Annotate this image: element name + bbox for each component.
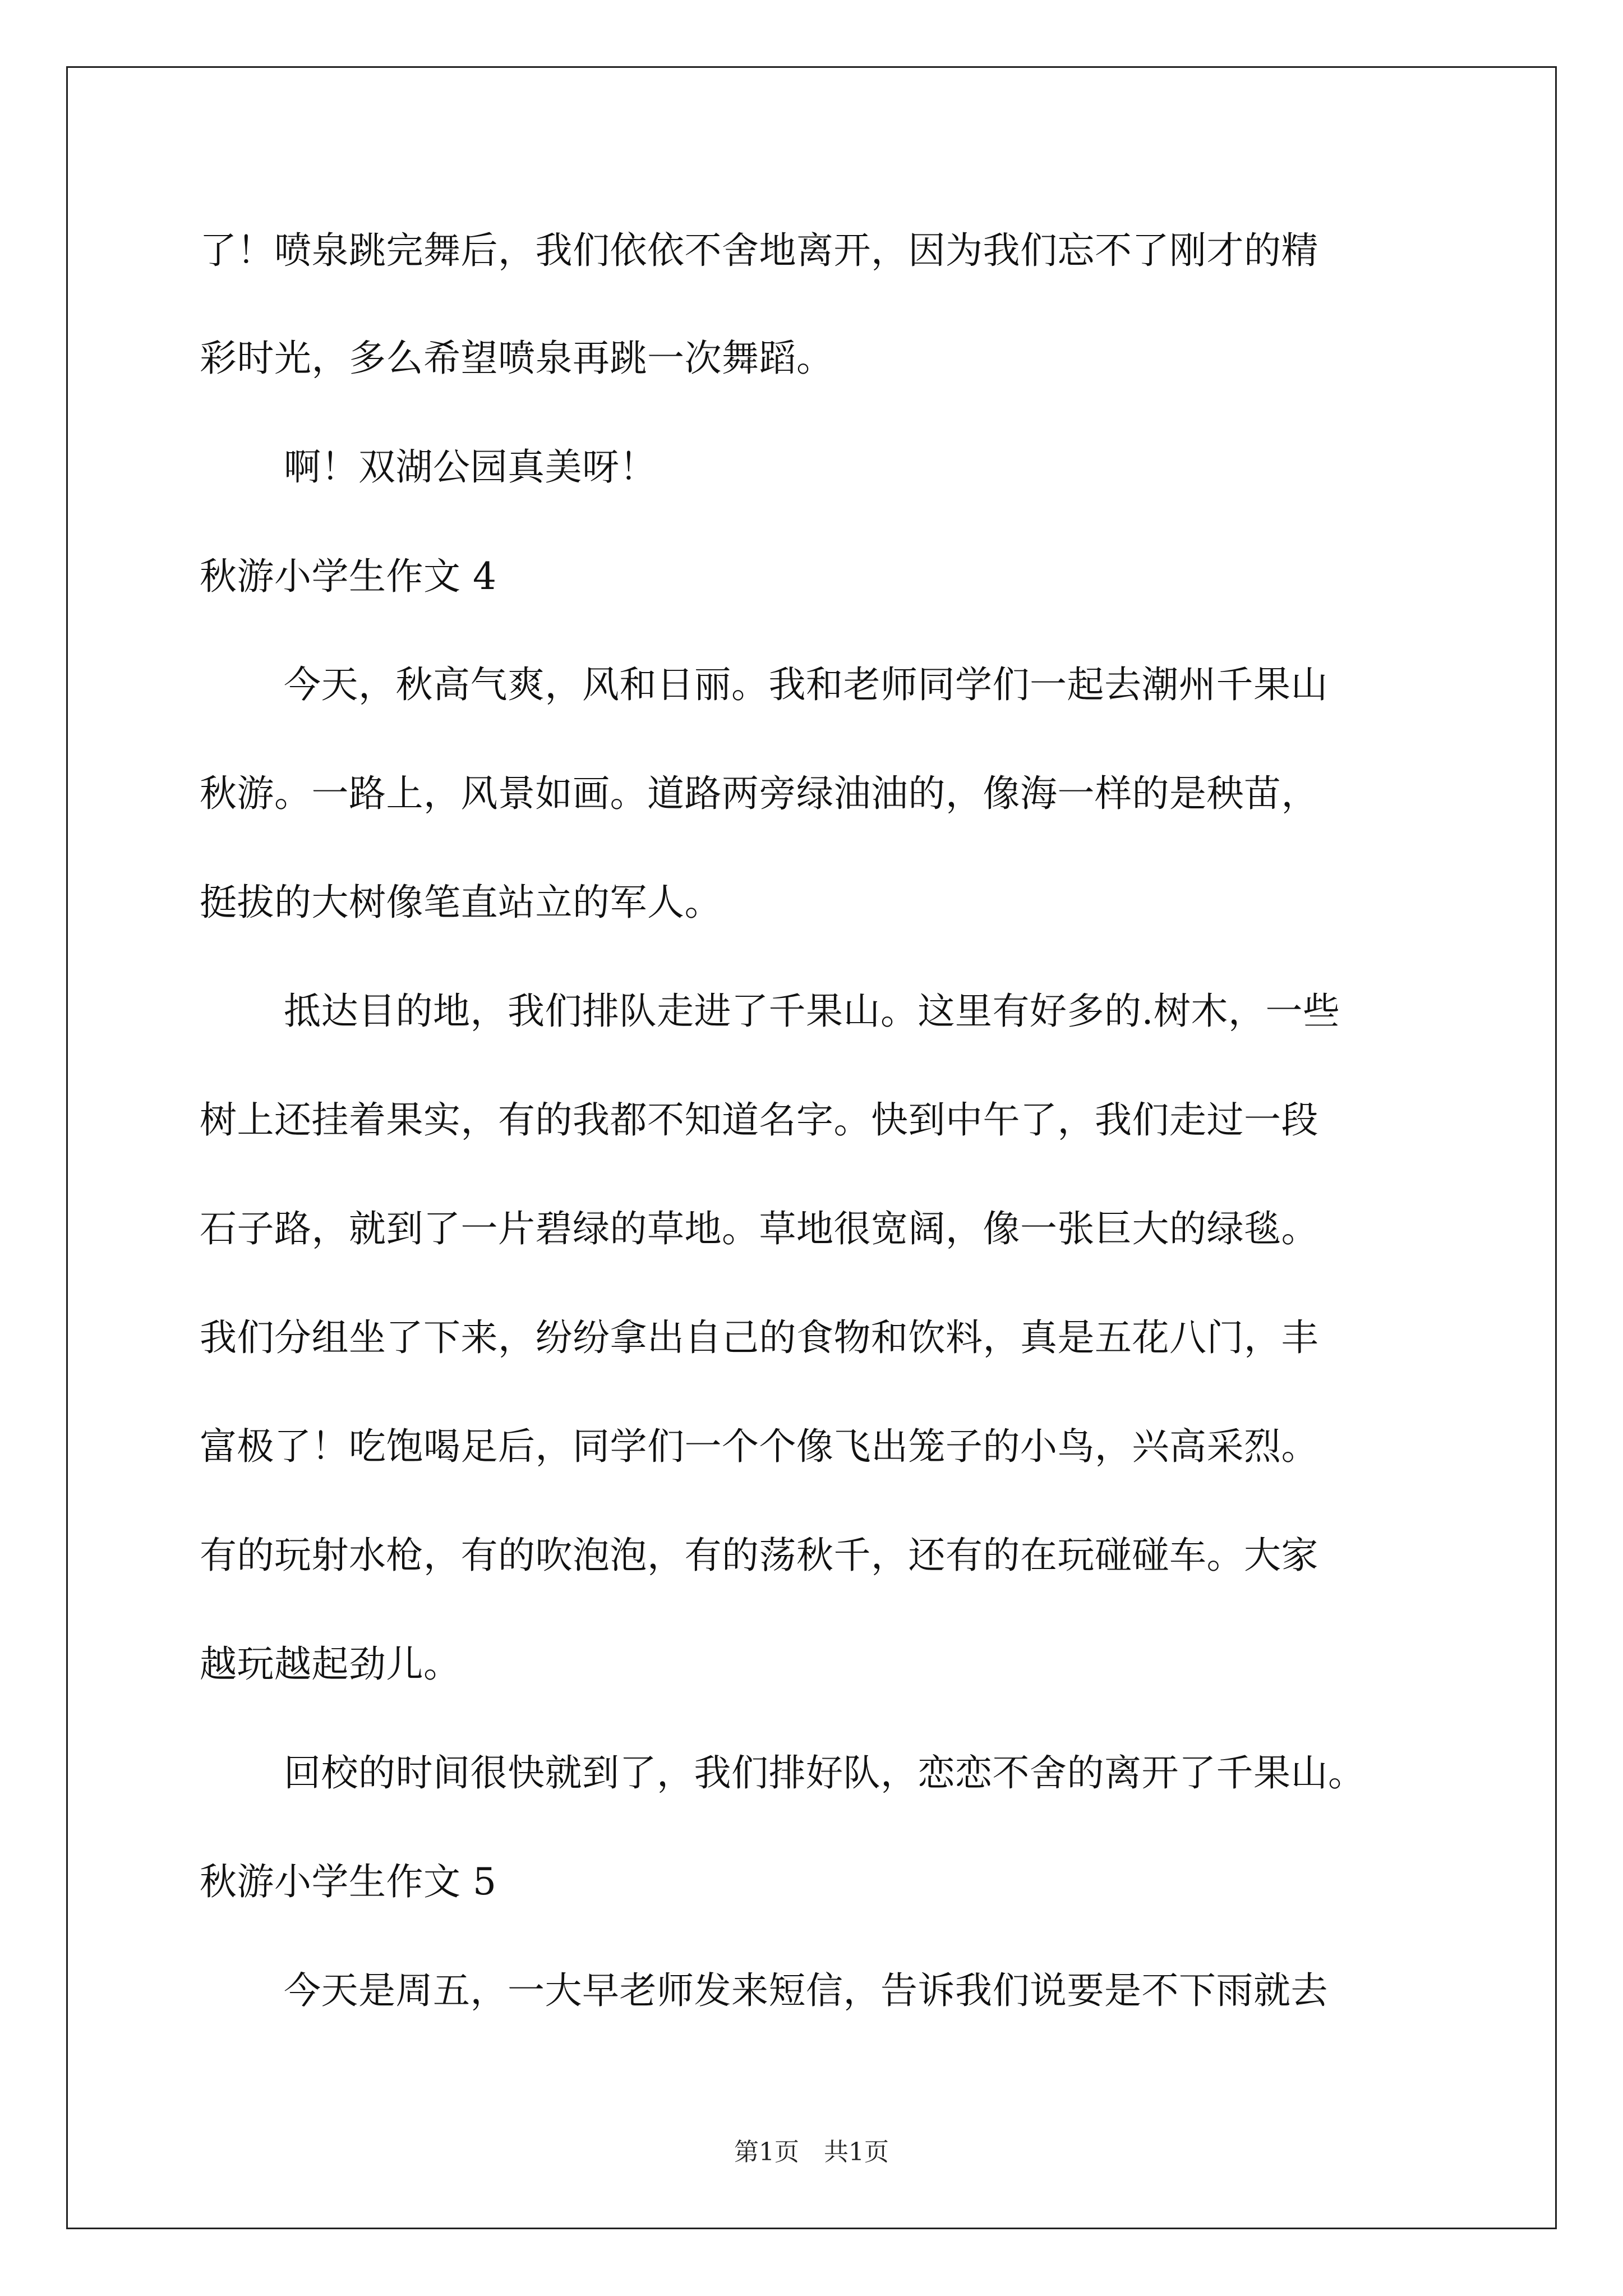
body-line-17: 今天是周五，一大早老师发来短信，告诉我们说要是不下雨就去 [284,1969,1328,2012]
body-line-7: 挺拔的大树像笔直站立的军人。 [200,881,722,924]
body-line-5: 今天，秋高气爽，风和日丽。我和老师同学们一起去潮州千果山 [284,663,1328,706]
section-heading-5: 秋游小学生作文 5 [200,1860,497,1903]
body-line-2: 彩时光，多么希望喷泉再跳一次舞蹈。 [200,337,834,380]
body-line-11: 我们分组坐了下来，纷纷拿出自己的食物和饮料，真是五花八门，丰 [200,1316,1318,1359]
body-line-3: 啊！双湖公园真美呀！ [284,445,657,489]
body-line-12: 富极了！吃饱喝足后，同学们一个个像飞出笼子的小鸟，兴高采烈。 [200,1425,1318,1468]
page-border [66,66,1557,2229]
body-line-15: 回校的时间很快就到了，我们排好队，恋恋不舍的离开了千果山。 [284,1751,1366,1795]
page-footer: 第1页 共1页 [734,2138,889,2166]
body-line-6: 秋游。一路上，风景如画。道路两旁绿油油的，像海一样的是秧苗， [200,772,1318,815]
body-line-13: 有的玩射水枪，有的吹泡泡，有的荡秋千，还有的在玩碰碰车。大家 [200,1534,1318,1577]
body-line-14: 越玩越起劲儿。 [200,1642,461,1686]
section-heading-4: 秋游小学生作文 4 [200,555,497,598]
body-line-1: 了！喷泉跳完舞后，我们依依不舍地离开，因为我们忘不了刚才的精 [200,229,1318,272]
body-line-9: 树上还挂着果实，有的我都不知道名字。快到中午了，我们走过一段 [200,1098,1318,1142]
body-line-10: 石子路，就到了一片碧绿的草地。草地很宽阔，像一张巨大的绿毯。 [200,1207,1318,1250]
body-line-8: 抵达目的地，我们排队走进了千果山。这里有好多的.树木，一些 [284,990,1340,1033]
